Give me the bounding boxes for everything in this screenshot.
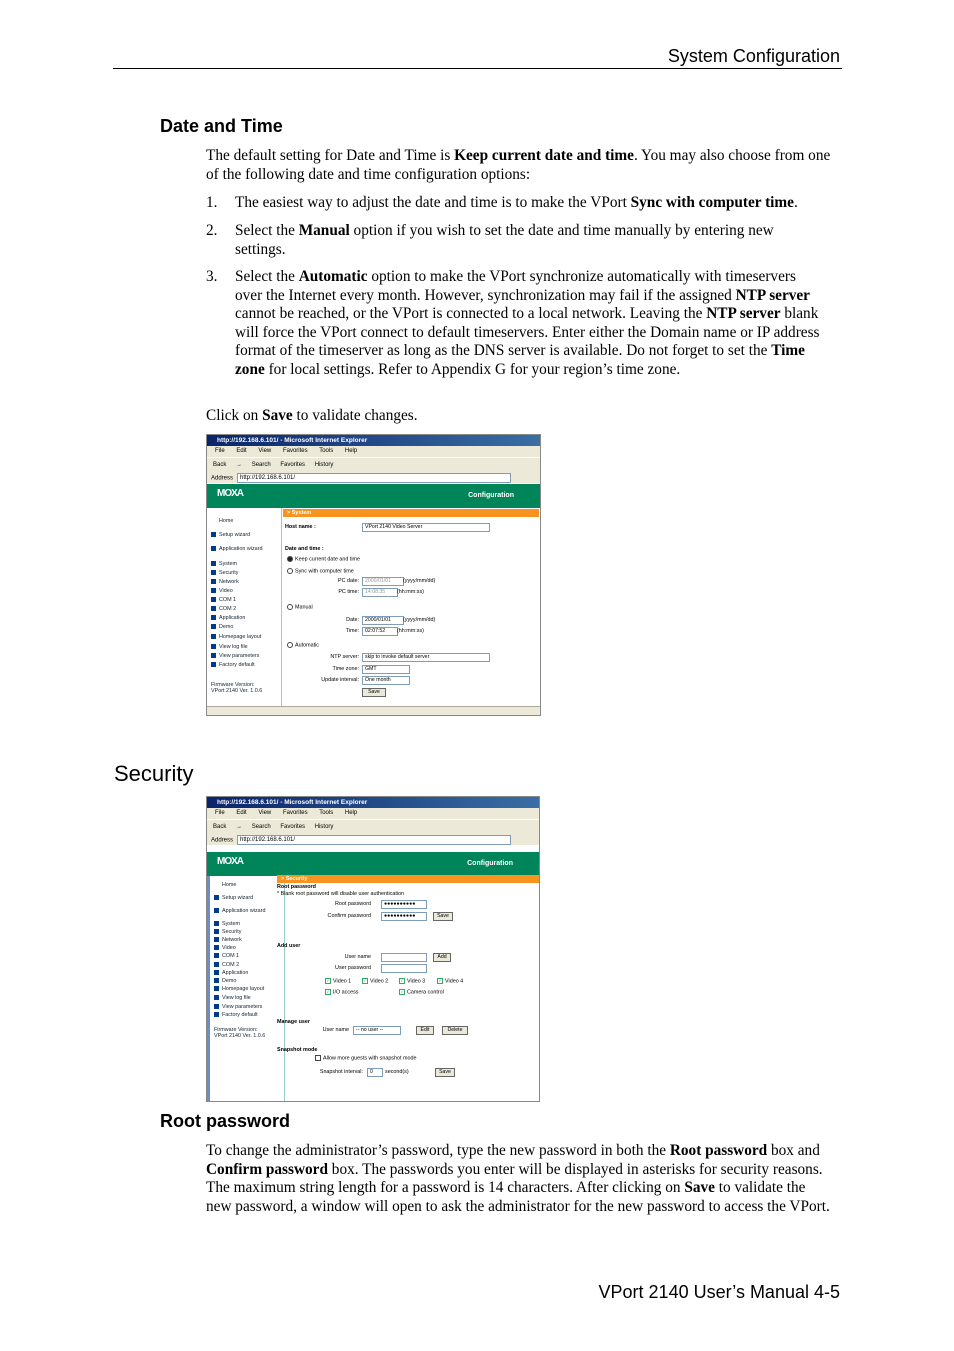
menu-tools[interactable]: Tools (319, 810, 334, 816)
add-user-title: Add user (277, 943, 301, 949)
forward-icon[interactable]: → (236, 824, 243, 830)
checkbox-checked-icon: ✓ (438, 978, 442, 983)
forward-icon[interactable]: → (236, 462, 243, 468)
bullet-icon (211, 588, 216, 593)
snapshot-interval-label: Snapshot interval: (319, 1069, 363, 1075)
menu-favorites[interactable]: Favorites (282, 810, 308, 816)
perm-video2[interactable]: ✓ Video 2 (363, 978, 389, 985)
sidebar-item-com2[interactable]: COM 2 (214, 962, 239, 969)
root-password-heading: Root password (160, 1111, 291, 1131)
address-label: Address (211, 475, 234, 482)
sidebar-item-system[interactable]: System (211, 561, 237, 568)
bullet-icon (214, 895, 219, 900)
address-label: Address (211, 837, 234, 844)
bullet-icon (211, 532, 216, 537)
manage-user-select[interactable]: -- no user -- (353, 1026, 401, 1035)
root-password-note: * Blank root password will disable user authentication (277, 891, 405, 897)
bullet-icon (214, 908, 219, 913)
bullet-icon (214, 995, 219, 1000)
checkbox-checked-icon: ✓ (326, 978, 330, 983)
sidebar-item-demo[interactable]: Demo (214, 978, 236, 985)
menu-file[interactable]: File (215, 810, 225, 816)
bullet-icon (214, 921, 219, 926)
pc-date-input[interactable]: 2000/01/01 (362, 577, 404, 586)
bullet-icon (214, 929, 219, 934)
address-input[interactable]: http://192.168.6.101/ (237, 835, 511, 845)
menu-bar (207, 808, 539, 819)
bullet-icon (211, 624, 216, 629)
sidebar-item-homepage-layout[interactable]: Homepage layout (211, 634, 261, 641)
bullet-icon (211, 606, 216, 611)
sidebar-item-com2[interactable]: COM 2 (211, 606, 236, 613)
security-config-screenshot (206, 796, 540, 1102)
sidebar-item-view-log[interactable]: View log file (211, 644, 248, 651)
bullet-icon (214, 937, 219, 942)
bullet-icon (214, 953, 219, 958)
bullet-icon (211, 561, 216, 566)
sidebar-item-application[interactable]: Application (214, 970, 248, 977)
time-label: Time: (345, 628, 359, 634)
user-password-label: User password (335, 965, 371, 971)
confirm-password-label: Confirm password (327, 913, 371, 919)
ntp-server-input[interactable]: skip to invoke default server (362, 653, 490, 662)
sidebar-item-homepage-layout[interactable]: Homepage layout (214, 986, 264, 993)
banner-title: Configuration (468, 492, 514, 499)
sidebar-item-home[interactable]: Home (222, 882, 237, 888)
root-password-paragraph: To change the administrator’s password, type the new password in both the Root password box and Confirm password box. The passwords you enter will be displayed in asterisks for security reasons. The maximum string length for a password is 14 characters. After clicking on Save to validate the new password, a window will open to ask the administrator for the new password to access the VPort. (206, 1142, 830, 1215)
toolbar (207, 819, 539, 836)
ntp-server-label: NTP server: (330, 654, 359, 660)
time-input[interactable]: 02:07:52 (362, 627, 398, 636)
favorites-button[interactable]: Favorites (280, 824, 306, 830)
checkbox-checked-icon: ✓ (400, 978, 404, 983)
manage-user-title: Manage user (277, 1019, 310, 1025)
window-title: http://192.168.6.101/ - Microsoft Internet Explorer (207, 435, 540, 446)
date-label: Date: (346, 617, 359, 623)
save-snapshot-button[interactable]: Save (435, 1068, 455, 1077)
bullet-icon (214, 978, 219, 983)
bullet-icon (214, 970, 219, 975)
sidebar-item-security[interactable]: Security (211, 570, 238, 577)
security-heading: Security (114, 761, 194, 786)
checkbox-checked-icon: ✓ (326, 989, 330, 994)
sidebar (207, 876, 285, 1101)
radio-icon (287, 604, 293, 610)
radio-icon (287, 642, 293, 648)
checkbox-checked-icon: ✓ (400, 989, 404, 994)
menu-edit[interactable]: Edit (236, 810, 247, 816)
menu-help[interactable]: Help (344, 448, 358, 454)
update-interval-select[interactable]: One month (362, 676, 410, 685)
menu-edit[interactable]: Edit (236, 448, 247, 454)
delete-user-button[interactable]: Delete (442, 1026, 468, 1035)
host-name-input[interactable]: VPort 2140 Video Server (362, 523, 490, 532)
firmware-version: VPort 2140 Ver. 1.0.6 (211, 688, 263, 694)
sidebar-item-setup-wizard[interactable]: Setup wizard (211, 532, 250, 539)
sidebar-item-video[interactable]: Video (214, 945, 236, 952)
bullet-icon (211, 579, 216, 584)
sidebar-item-setup-wizard[interactable]: Setup wizard (214, 895, 253, 902)
confirm-password-input[interactable]: ●●●●●●●●●● (381, 912, 427, 921)
favorites-button[interactable]: Favorites (280, 462, 306, 468)
bullet-icon (214, 986, 219, 991)
bullet-icon (214, 1004, 219, 1009)
pc-time-format: (hh:mm:ss) (397, 589, 424, 595)
click-save-note: Click on Save to validate changes. (206, 407, 418, 424)
menu-help[interactable]: Help (344, 810, 358, 816)
bullet-icon (211, 615, 216, 620)
bullet-icon (211, 570, 216, 575)
status-bar (207, 706, 540, 715)
pc-date-format: (yyyy/mm/dd) (403, 578, 436, 584)
section-bar: > Security (277, 875, 539, 883)
sidebar-item-com1[interactable]: COM 1 (214, 953, 239, 960)
sidebar-item-network[interactable]: Network (211, 579, 239, 586)
section-bar: > System (283, 509, 539, 517)
host-name-label: Host name : (285, 524, 316, 530)
menu-bar (207, 446, 540, 457)
bullet-icon (211, 597, 216, 602)
time-zone-label: Time zone: (332, 666, 359, 672)
sidebar-item-home[interactable]: Home (219, 518, 234, 524)
checkbox-checked-icon: ✓ (363, 978, 367, 983)
bullet-icon (211, 662, 216, 667)
header-rule (113, 68, 842, 69)
root-password-label: Root password (335, 901, 371, 907)
moxa-logo: MOXA (217, 856, 243, 867)
moxa-logo: MOXA (217, 488, 243, 499)
sidebar-item-demo[interactable]: Demo (211, 624, 233, 631)
system-config-screenshot (206, 434, 541, 716)
sidebar-item-application[interactable]: Application (211, 615, 245, 622)
date-time-label: Date and time : (285, 546, 324, 552)
snapshot-mode-title: Snapshot mode (277, 1047, 318, 1053)
sidebar-item-security[interactable]: Security (214, 929, 241, 936)
bullet-icon (214, 1012, 219, 1017)
toolbar (207, 457, 540, 474)
user-name-label: User name (344, 954, 371, 960)
config-banner (207, 484, 540, 508)
sidebar-item-factory-default[interactable]: Factory default (211, 662, 255, 669)
date-time-intro: The default setting for Date and Time is Keep current date and time. You may also choose from one of the following date and time configuration options: (206, 147, 831, 183)
perm-io-access[interactable]: ✓ I/O access (326, 989, 359, 996)
running-header: System Configuration (667, 46, 840, 66)
time-format: (hh:mm:ss) (397, 628, 424, 634)
bullet-icon (214, 945, 219, 950)
bullet-icon (211, 644, 216, 649)
search-button[interactable]: Search (251, 462, 271, 468)
root-password-input[interactable]: ●●●●●●●●●● (381, 900, 427, 909)
manage-user-label: User name (322, 1027, 349, 1033)
sidebar-item-com1[interactable]: COM 1 (211, 597, 236, 604)
sidebar-item-view-parameters[interactable]: View parameters (211, 653, 259, 660)
back-button[interactable]: Back (213, 462, 227, 468)
firmware-label: Firmware Version: (214, 1027, 258, 1033)
config-banner (207, 852, 539, 876)
sidebar-item-factory-default[interactable]: Factory default (214, 1012, 258, 1019)
back-button[interactable]: Back (213, 824, 227, 830)
time-zone-select[interactable]: GMT (362, 665, 410, 674)
add-user-button[interactable]: Add (433, 953, 451, 962)
menu-view[interactable]: View (258, 448, 272, 454)
perm-video3[interactable]: ✓ Video 3 (400, 978, 426, 985)
sidebar-item-system[interactable]: System (214, 921, 240, 928)
banner-title: Configuration (467, 860, 513, 867)
menu-favorites[interactable]: Favorites (282, 448, 308, 454)
root-password-title: Root password (277, 884, 316, 890)
bullet-icon (214, 962, 219, 967)
address-bar (207, 473, 540, 483)
sidebar-item-view-log[interactable]: View log file (214, 995, 251, 1002)
sidebar (207, 508, 282, 706)
save-button[interactable]: Save (362, 688, 386, 697)
menu-view[interactable]: View (258, 810, 272, 816)
history-button[interactable]: History (314, 462, 334, 468)
sidebar-item-view-parameters[interactable]: View parameters (214, 1004, 262, 1011)
menu-file[interactable]: File (215, 448, 225, 454)
date-format: (yyyy/mm/dd) (403, 617, 436, 623)
option-sync-computer[interactable]: Sync with computer time (287, 568, 354, 575)
sidebar-item-application-wizard[interactable]: Application wizard (211, 546, 262, 553)
bullet-icon (211, 634, 216, 639)
history-button[interactable]: History (314, 824, 334, 830)
sidebar-item-network[interactable]: Network (214, 937, 242, 944)
update-interval-label: Update interval: (321, 677, 359, 683)
perm-video4[interactable]: ✓ Video 4 (438, 978, 464, 985)
snapshot-allow-checkbox[interactable]: Allow more guests with snapshot mode (315, 1055, 416, 1062)
option-automatic[interactable]: Automatic (287, 642, 319, 649)
sidebar-item-application-wizard[interactable]: Application wizard (214, 908, 265, 915)
firmware-version: VPort 2140 Ver. 1.0.6 (214, 1033, 266, 1039)
checkbox-icon (315, 1055, 321, 1061)
address-bar (207, 835, 539, 845)
date-time-heading: Date and Time (160, 116, 283, 136)
radio-selected-icon (287, 556, 293, 562)
page-footer: VPort 2140 User’s Manual 4-5 (598, 1282, 840, 1302)
user-password-input[interactable] (381, 964, 427, 973)
bullet-icon (211, 546, 216, 551)
bullet-icon (211, 653, 216, 658)
address-input[interactable]: http://192.168.6.101/ (237, 473, 511, 483)
firmware-label: Firmware Version: (211, 682, 255, 688)
user-name-input[interactable] (381, 953, 427, 962)
radio-icon (287, 568, 293, 574)
date-input[interactable]: 2000/01/01 (362, 616, 404, 625)
sidebar-item-video[interactable]: Video (211, 588, 233, 595)
perm-camera-control[interactable]: ✓ Camera control (400, 989, 444, 996)
pc-time-label: PC time: (338, 589, 359, 595)
search-button[interactable]: Search (251, 824, 271, 830)
snapshot-interval-unit: second(s) (385, 1069, 409, 1075)
option-keep-current[interactable]: Keep current date and time (287, 556, 360, 563)
pc-time-input[interactable]: 14:08:35 (362, 588, 398, 597)
edit-user-button[interactable]: Edit (416, 1026, 434, 1035)
pc-date-label: PC date: (338, 578, 359, 584)
option-manual[interactable]: Manual (287, 604, 313, 611)
menu-tools[interactable]: Tools (319, 448, 334, 454)
save-password-button[interactable]: Save (433, 912, 453, 921)
perm-video1[interactable]: ✓ Video 1 (326, 978, 352, 985)
snapshot-interval-input[interactable]: 0 (367, 1068, 383, 1077)
window-title: http://192.168.6.101/ - Microsoft Internet Explorer (207, 797, 539, 808)
